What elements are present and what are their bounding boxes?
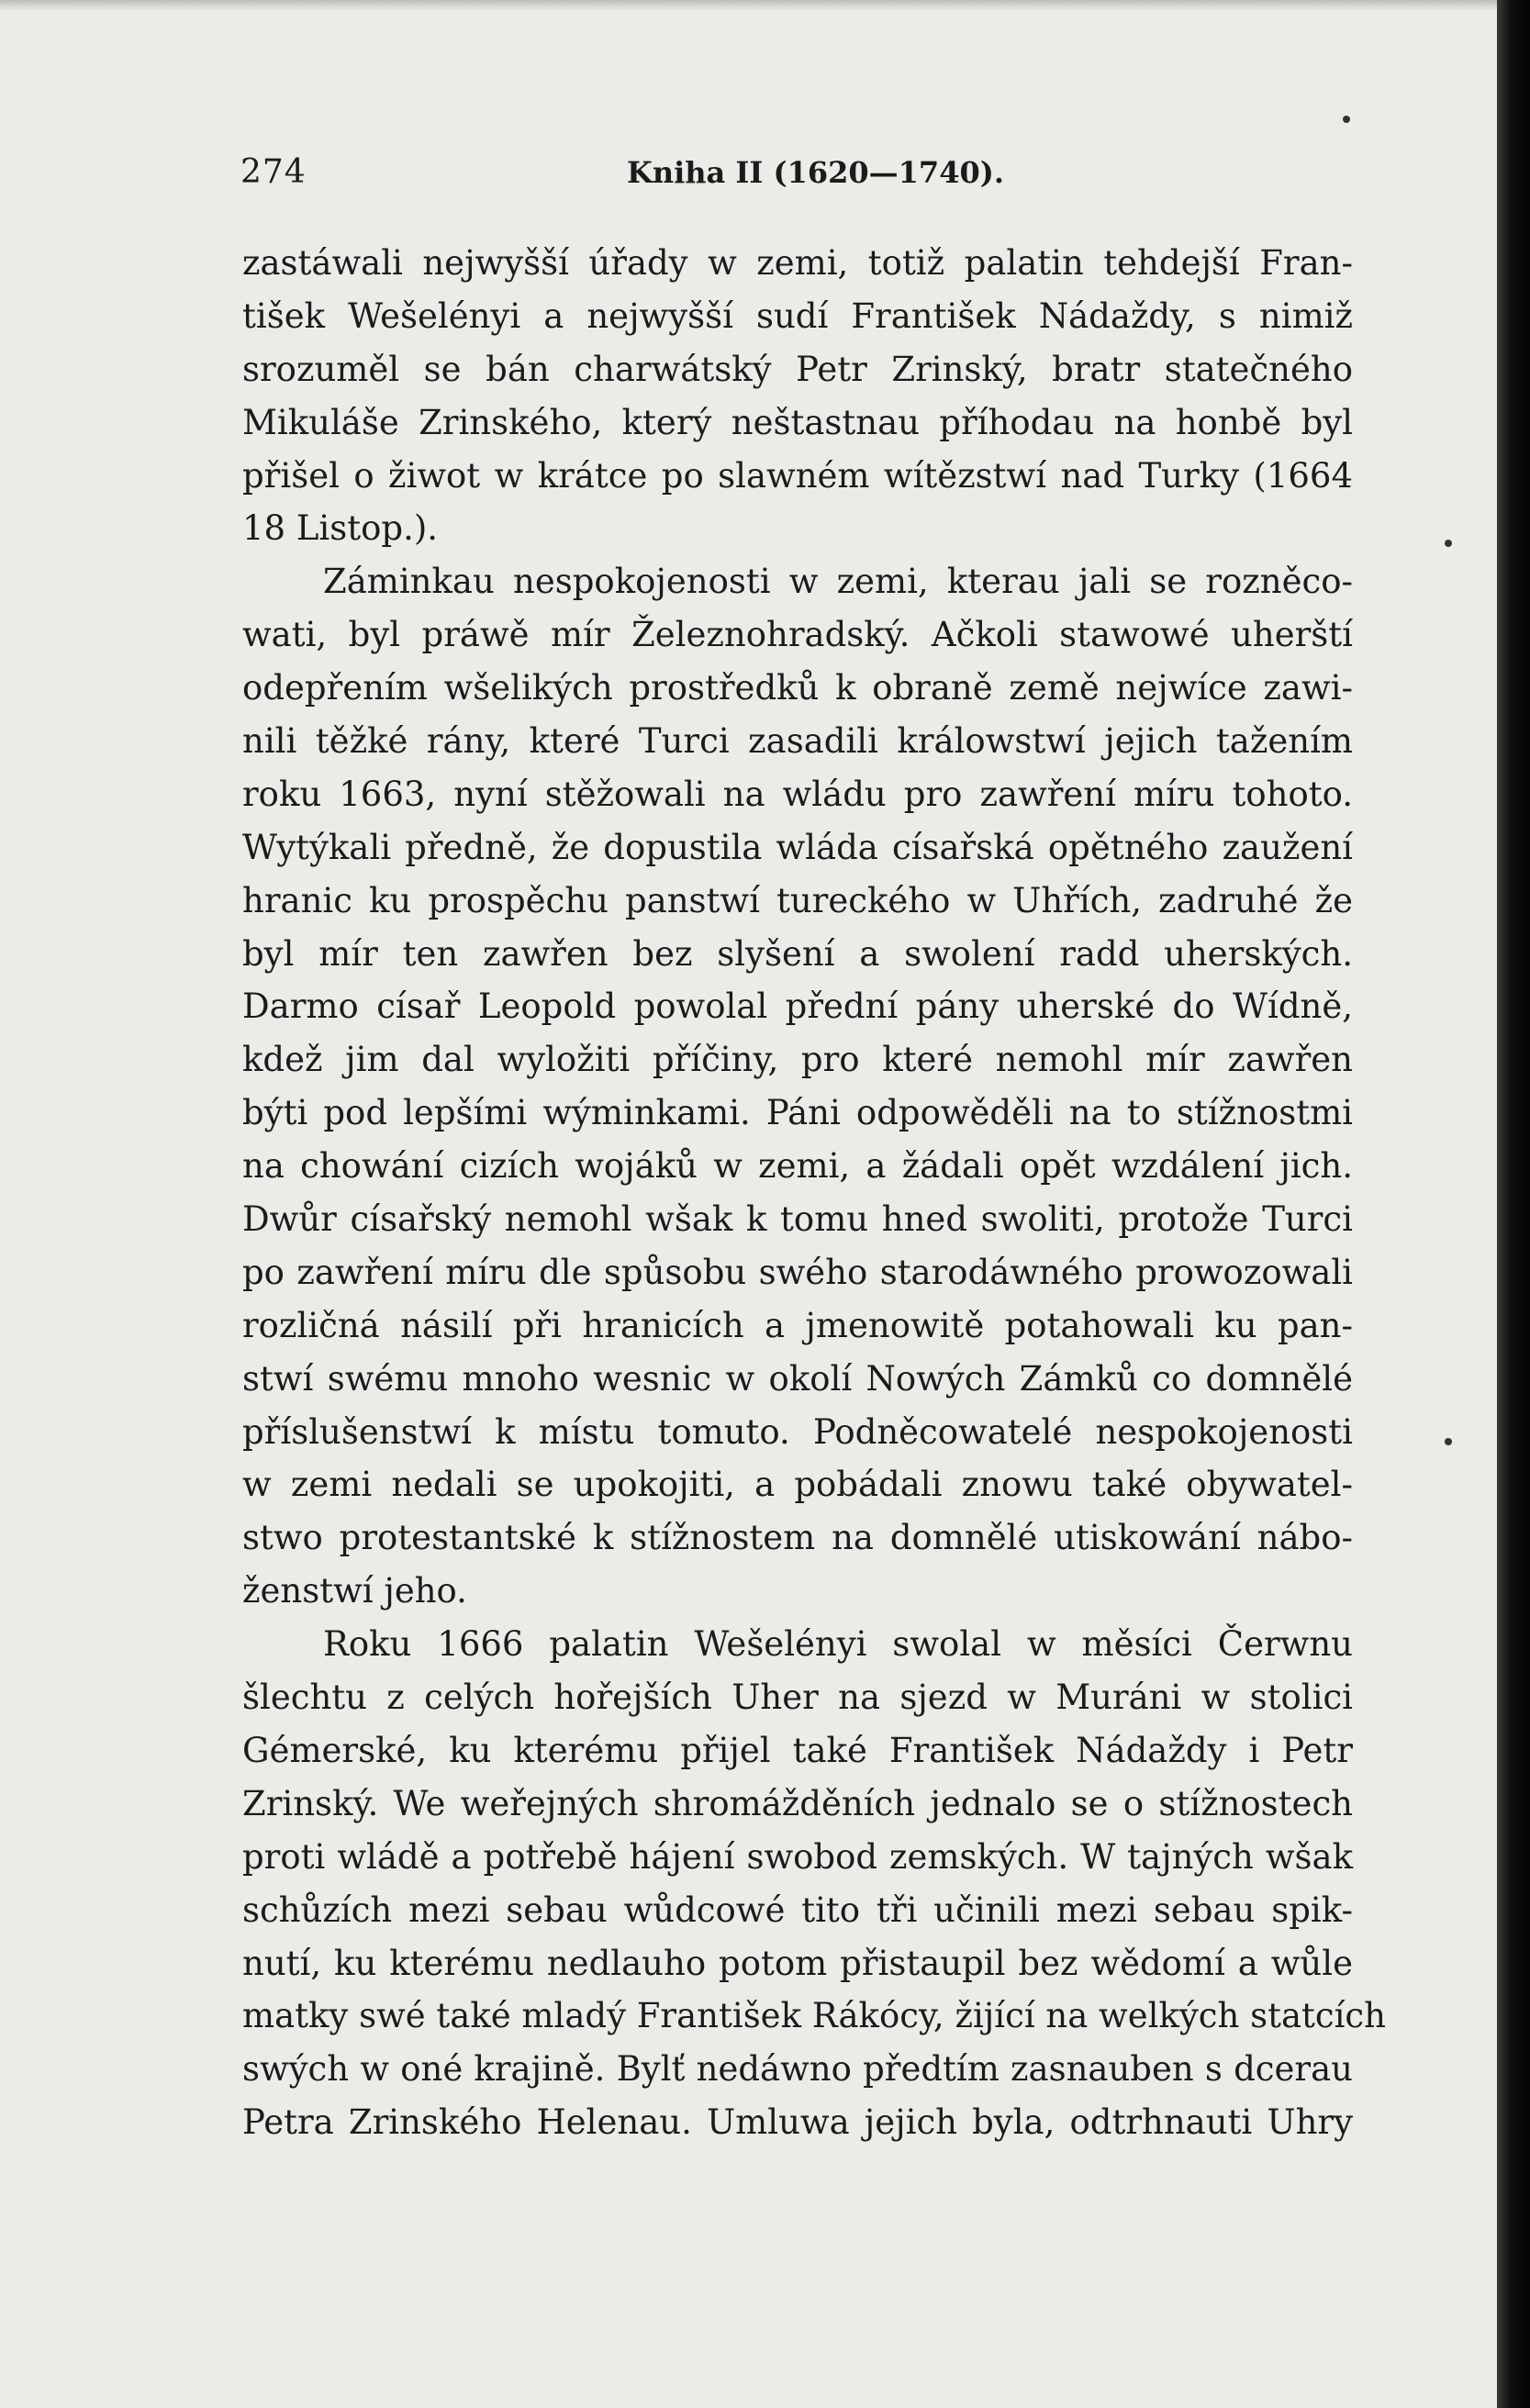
page-number: 274 xyxy=(240,153,307,191)
page-binding-edge xyxy=(1497,0,1530,2408)
ink-speck xyxy=(1445,540,1452,547)
ink-speck xyxy=(1445,1438,1452,1445)
ink-speck xyxy=(1343,116,1350,123)
text-line: na chowání cizích wojáků w zemi, a žádali opět wzdálení jich. xyxy=(242,1146,1353,1187)
text-line: ženstwí jeho. xyxy=(242,1571,467,1611)
text-line: byl mír ten zawřen bez slyšení a swolení radd uherských. xyxy=(242,933,1353,974)
text-line: w zemi nedali se upokojiti, a pobádali znowu také obywatel- xyxy=(242,1465,1353,1505)
paragraph-start-line: Záminkau nespokojenosti w zemi, kterau jali se rozněco- xyxy=(323,562,1353,602)
text-line: nili těžké rány, které Turci zasadili králowstwí jejich tažením xyxy=(242,721,1353,762)
text-line: rozličná násilí při hranicích a jmenowitě potahowali ku pan- xyxy=(242,1305,1353,1345)
page-top-shadow xyxy=(0,0,1530,11)
text-line: stwí swému mnoho wesnic w okolí Nowých Zámků co domnělé xyxy=(242,1358,1353,1399)
text-line: odepřením wšelikých prostředků k obraně země nejwíce zawi- xyxy=(242,668,1353,708)
text-line: proti wládě a potřebě hájení swobod zemských. W tajných wšak xyxy=(242,1836,1353,1877)
text-line: býti pod lepšími wýminkami. Páni odpowěděli na to stížnostmi xyxy=(242,1093,1353,1133)
text-line: hranic ku prospěchu panstwí tureckého w Uhřích, zadruhé že xyxy=(242,880,1353,920)
text-line: roku 1663, nyní stěžowali na wládu pro zawření míru tohoto. xyxy=(242,774,1353,814)
text-line: kdež jim dal wyložiti příčiny, pro které nemohl mír zawřen xyxy=(242,1040,1353,1080)
text-line: 18 Listop.). xyxy=(242,508,439,549)
text-line: zastáwali nejwyšší úřady w zemi, totiž palatin tehdejší Fran- xyxy=(242,243,1353,283)
text-line: matky swé také mladý František Rákócy, žijící na welkých statcích xyxy=(242,1996,1386,2036)
text-line: příslušenstwí k místu tomuto. Podněcowatelé nespokojenosti xyxy=(242,1411,1353,1452)
text-line: wati, byl práwě mír Železnohradský. Ačkoli stawowé uherští xyxy=(242,615,1353,655)
text-line: Mikuláše Zrinského, který neštastnau příhodau na honbě byl xyxy=(242,402,1353,442)
text-line: srozuměl se bán charwátský Petr Zrinský, bratr statečného xyxy=(242,349,1353,389)
text-line: přišel o žiwot w krátce po slawném wítězstwí nad Turky (1664 xyxy=(242,455,1353,496)
body-text xyxy=(242,237,1386,2149)
text-line: schůzích mezi sebau wůdcowé tito tři učinili mezi sebau spik- xyxy=(242,1890,1353,1930)
text-line: swých w oné krajině. Bylť nedáwno předtím zasnauben s dcerau xyxy=(242,2049,1353,2090)
text-line: Darmo císař Leopold powolal přední pány uherské do Wídně, xyxy=(242,987,1353,1027)
text-line: Wytýkali předně, že dopustila wláda císařská opětného zaužení xyxy=(242,827,1353,867)
text-line: šlechtu z celých hořejších Uher na sjezd w Muráni w stolici xyxy=(242,1678,1353,1718)
text-line: tišek Wešelényi a nejwyšší sudí František Nádaždy, s nimiž xyxy=(242,295,1353,336)
text-line: stwo protestantské k stížnostem na domnělé utiskowání nábo- xyxy=(242,1518,1353,1558)
text-line: nutí, ku kterému nedlauho potom přistaupil bez wědomí a wůle xyxy=(242,1943,1353,1983)
running-title: Kniha II (1620—1740). xyxy=(627,155,1004,190)
text-line: Gémerské, ku kterému přijel také František Nádaždy i Petr xyxy=(242,1730,1353,1770)
text-line: Zrinský. We weřejných shromážděních jednalo se o stížnostech xyxy=(242,1783,1353,1823)
text-line: Petra Zrinského Helenau. Umluwa jejich byla, odtrhnauti Uhry xyxy=(242,2102,1353,2143)
text-line: po zawření míru dle spůsobu swého starodáwného prowozowali xyxy=(242,1252,1353,1292)
text-line: Dwůr císařský nemohl wšak k tomu hned swoliti, protože Turci xyxy=(242,1199,1353,1240)
paragraph-start-line: Roku 1666 palatin Wešelényi swolal w měsíci Čerwnu xyxy=(323,1624,1353,1665)
